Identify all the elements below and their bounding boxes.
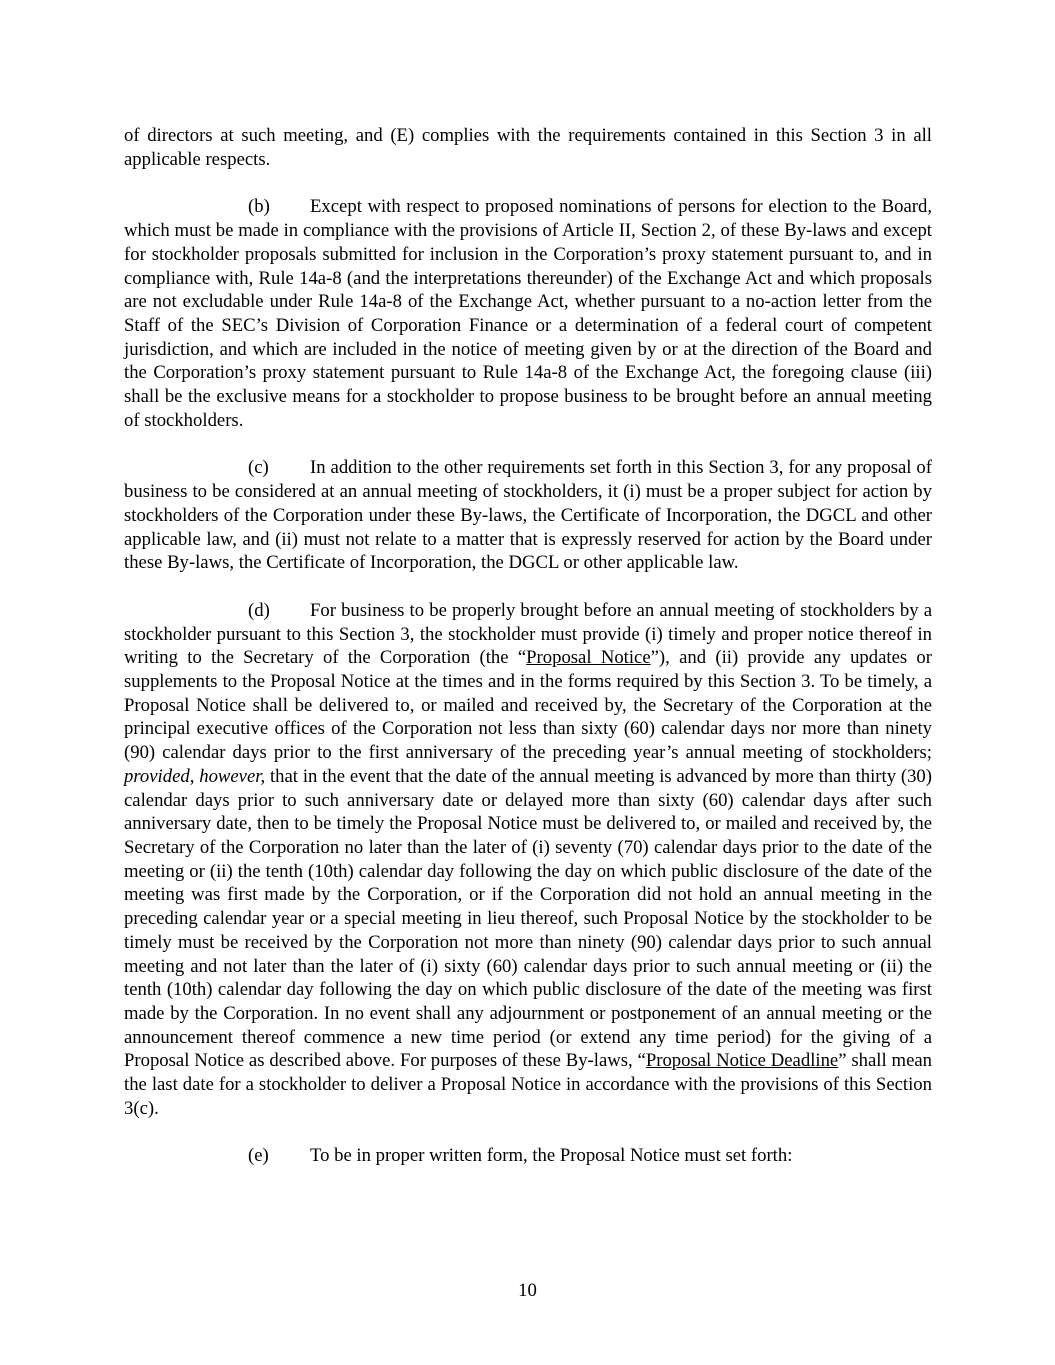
paragraph-e <box>124 1144 932 1168</box>
defined-term-proposal-notice: Proposal Notice <box>526 647 651 669</box>
paragraph-d-text-2: ”), and (ii) provide any updates or supplements to the Proposal Notice at the times and in the forms required by this Section 3. To be timely, a Proposal Notice shall be delivered to, or mailed and received by, the Secretary of the Corporation at the principal executive offices of the Corporation not less than sixty (60) calendar days nor more than ninety (90) calendar days prior to the first anniversary of the preceding year’s annual meeting of stockholders; <box>124 647 932 764</box>
paragraph-b-text: Except with respect to proposed nominations of persons for election to the Board, which must be made in compliance with the provisions of Article II, Section 2, of these By-laws and except for stockholder proposals submitted for inclusion in the Corporation’s proxy statement pursuant to, and in compliance with, Rule 14a-8 (and the interpretations thereunder) of the Exchange Act and which proposals are not excludable under Rule 14a-8 of the Exchange Act, whether pursuant to a no-action letter from the Staff of the SEC’s Division of Corporation Finance or a determination of a federal court of competent jurisdiction, and which are included in the notice of meeting given by or at the direction of the Board and the Corporation’s proxy statement pursuant to Rule 14a-8 of the Exchange Act, the foregoing clause (iii) shall be the exclusive means for a stockholder to propose business to be brought before an annual meeting of stockholders. <box>124 196 932 431</box>
paragraph-b <box>124 195 932 432</box>
paragraph-c-label: (c) <box>248 457 269 479</box>
paragraph-b-label: (b) <box>248 196 270 218</box>
paragraph-d-text-1: For business to be properly brought before an annual meeting of stockholders by a stockholder pursuant to this Section 3, the stockholder must provide (i) timely and proper notice thereof in writing to the Secretary of the Corporation (the “ <box>124 599 932 669</box>
paragraph-d <box>124 599 932 1120</box>
italic-provided: provided <box>124 765 190 787</box>
paragraph-c-text: In addition to the other requirements set forth in this Section 3, for any proposal of business to be considered at an annual meeting of stockholders, it (i) must be a proper subject for action by stockholders of the Corporation under these By-laws, the Certificate of Incorporation, the DGCL and other applicable law, and (ii) must not relate to a matter that is expressly reserved for action by the Board under these By-laws, the Certificate of Incorporation, the DGCL or other applicable law. <box>124 457 932 574</box>
paragraph-d-text-4: ” shall mean the last date for a stockholder to deliver a Proposal Notice in accordance with the provisions of this Section 3(c). <box>124 1050 933 1119</box>
document-page <box>124 124 932 1192</box>
paragraph-e-text: To be in proper written form, the Proposal Notice must set forth: <box>310 1145 793 1167</box>
paragraph-e-label: (e) <box>248 1145 269 1167</box>
paragraph-d-comma: , <box>189 765 200 787</box>
italic-however: however, <box>199 765 266 787</box>
paragraph-d-label: (d) <box>248 599 270 621</box>
defined-term-proposal-notice-deadline: Proposal Notice Deadline <box>645 1050 839 1072</box>
paragraph-d-text-3: that in the event that the date of the annual meeting is advanced by more than thirty (30) calendar days prior to such anniversary date or delayed more than sixty (60) calendar days after such anniversary date, then to be timely the Proposal Notice must be delivered to, or mailed and received by, the Secretary of the Corporation no later than the later of (i) seventy (70) calendar days prior to the date of the meeting or (ii) the tenth (10th) calendar day following the day on which public disclosure of the date of the meeting was first made by the Corporation, or if the Corporation did not hold an annual meeting in the preceding calendar year or a special meeting in lieu thereof, such Proposal Notice by the stockholder to be timely must be received by the Corporation not more than ninety (90) calendar days prior to such annual meeting and not later than the later of (i) sixty (60) calendar days prior to such annual meeting or (ii) the tenth (10th) calendar day following the day on which public disclosure of the date of the meeting was first made by the Corporation. In no event shall any adjournment or postponement of an annual meeting or the announcement thereof commence a new time period (or extend any time period) for the giving of a Proposal Notice as described above. For purposes of these By-laws, “ <box>124 765 933 1072</box>
paragraph-c <box>124 456 932 575</box>
page-number: 10 <box>518 1280 537 1301</box>
paragraph-a-continuation: of directors at such meeting, and (E) complies with the requirements contained in this Section 3 in all applicable respects. <box>124 125 932 170</box>
